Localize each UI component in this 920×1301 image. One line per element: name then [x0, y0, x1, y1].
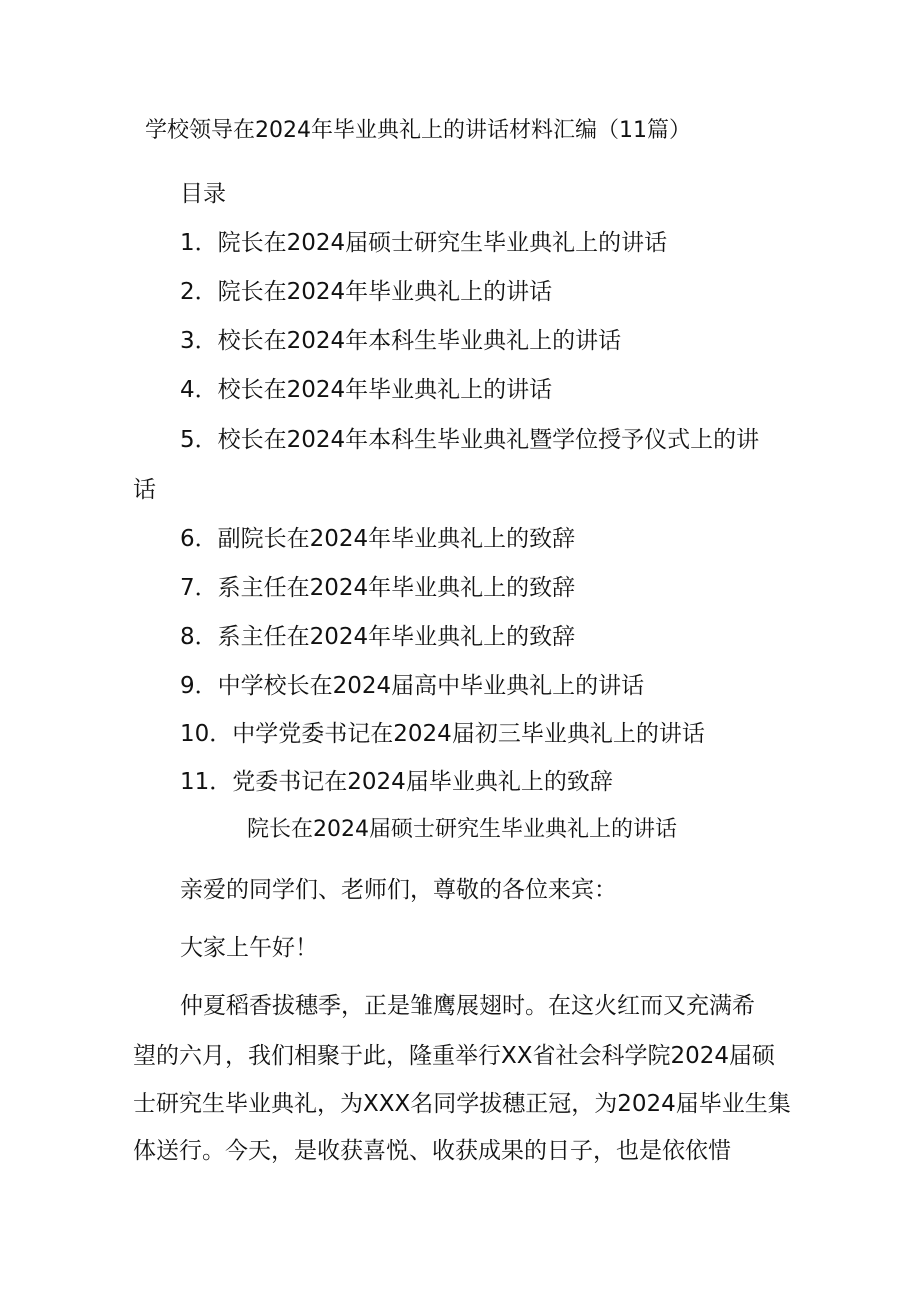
toc-text: 校长在2024年本科生毕业典礼暨学位授予仪式上的讲	[217, 427, 760, 453]
toc-item-wrap: 话	[133, 477, 156, 503]
body-line: 仲夏稻香拔穗季，正是雏鹰展翅时。在这火红而又充满希	[180, 993, 755, 1019]
toc-item[interactable]	[180, 671, 644, 701]
toc-number: 9．	[180, 673, 218, 699]
toc-item[interactable]	[180, 228, 667, 258]
toc-item[interactable]	[180, 719, 705, 749]
toc-text: 校长在2024年毕业典礼上的讲话	[217, 377, 553, 403]
toc-text: 中学党委书记在2024届初三毕业典礼上的讲话	[232, 721, 705, 747]
toc-number: 10．	[180, 721, 233, 747]
toc-item[interactable]	[180, 326, 621, 356]
body-line: 望的六月，我们相聚于此，隆重举行XX省社会科学院2024届硕	[133, 1043, 776, 1069]
toc-number: 6．	[180, 526, 218, 552]
toc-number: 1．	[180, 230, 218, 256]
toc-item[interactable]	[180, 524, 575, 554]
toc-text: 党委书记在2024届毕业典礼上的致辞	[232, 769, 613, 795]
toc-number: 4．	[180, 377, 218, 403]
toc-number: 5．	[180, 427, 218, 453]
toc-number: 7．	[180, 575, 218, 601]
toc-text: 院长在2024年毕业典礼上的讲话	[217, 279, 553, 305]
toc-item[interactable]	[180, 277, 552, 307]
toc-number: 11．	[180, 769, 233, 795]
toc-text: 系主任在2024年毕业典礼上的致辞	[217, 575, 576, 601]
toc-item[interactable]	[180, 375, 552, 405]
salutation: 亲爱的同学们、老师们，尊敬的各位来宾：	[180, 877, 617, 903]
toc-heading: 目录	[180, 181, 226, 207]
document-title: 学校领导在2024年毕业典礼上的讲话材料汇编（11篇）	[145, 118, 691, 143]
toc-item[interactable]	[180, 425, 759, 455]
toc-text: 校长在2024年本科生毕业典礼上的讲话	[217, 328, 622, 354]
section-title: 院长在2024届硕士研究生毕业典礼上的讲话	[247, 817, 677, 842]
toc-number: 3．	[180, 328, 218, 354]
toc-text: 中学校长在2024届高中毕业典礼上的讲话	[217, 673, 645, 699]
greeting: 大家上午好！	[180, 935, 318, 961]
toc-text: 系主任在2024年毕业典礼上的致辞	[217, 624, 576, 650]
body-line: 士研究生毕业典礼，为XXX名同学拔穗正冠，为2024届毕业生集	[133, 1091, 791, 1117]
toc-number: 2．	[180, 279, 218, 305]
toc-item[interactable]	[180, 622, 575, 652]
toc-item[interactable]	[180, 767, 613, 797]
toc-text: 院长在2024届硕士研究生毕业典礼上的讲话	[217, 230, 668, 256]
body-line: 体送行。今天，是收获喜悦、收获成果的日子，也是依依惜	[133, 1138, 731, 1164]
toc-text: 副院长在2024年毕业典礼上的致辞	[217, 526, 576, 552]
toc-item[interactable]	[180, 573, 575, 603]
toc-number: 8．	[180, 624, 218, 650]
